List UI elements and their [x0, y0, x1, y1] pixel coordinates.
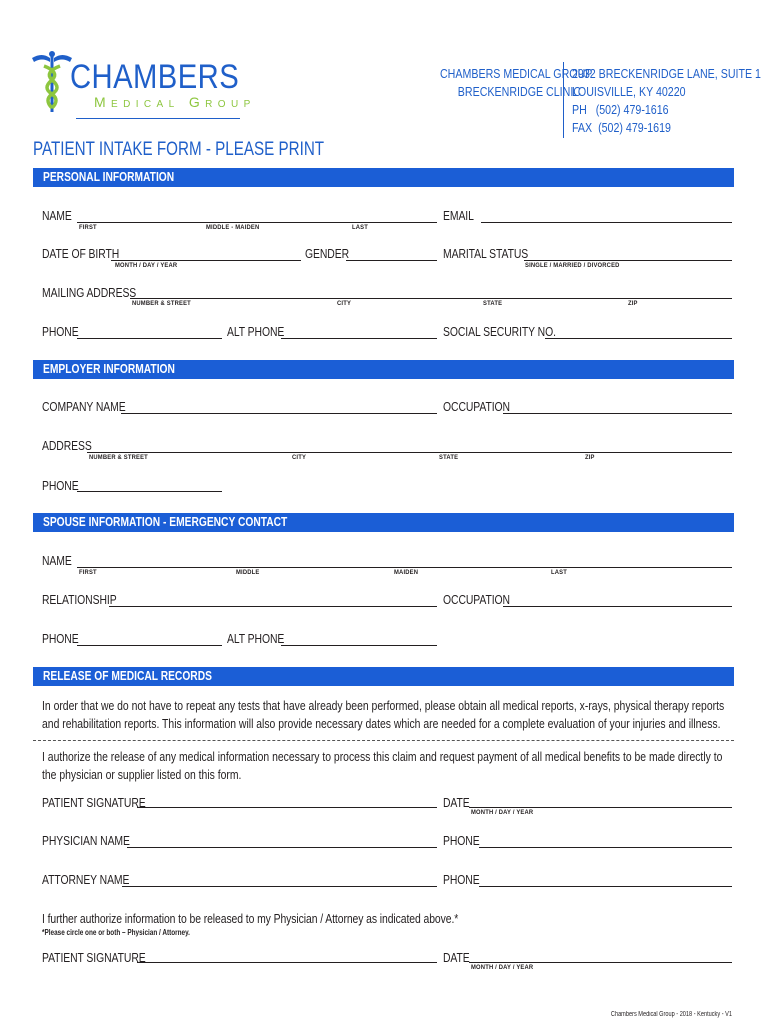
dob-label: DATE OF BIRTH [42, 246, 120, 261]
physician-name-field[interactable] [127, 847, 437, 848]
spouse-first-caption: FIRST [79, 569, 97, 576]
spouse-name-field[interactable] [77, 567, 732, 568]
employer-phone-label: PHONE [42, 478, 79, 493]
fax-number: FAX (502) 479-1619 [572, 120, 671, 135]
release-paragraph-2-line-2: the physician or supplier listed on this form. [42, 767, 242, 782]
relationship-field[interactable] [109, 606, 437, 607]
name-last-caption: LAST [352, 224, 369, 231]
phone-number: PH (502) 479-1616 [572, 102, 669, 117]
spouse-maiden-caption: MAIDEN [394, 569, 419, 576]
employer-city-caption: CITY [292, 454, 307, 461]
ssn-label: SOCIAL SECURITY NO. [443, 324, 556, 339]
release-paragraph-1-line-1: In order that we do not have to repeat any tests that have already been performed, please obtain all medical reports, x-rays, physical therapy reports [42, 698, 725, 713]
alt-phone-field[interactable] [281, 338, 437, 339]
employer-zip-caption: ZIP [585, 454, 595, 461]
date-2-label: DATE [443, 950, 470, 965]
logo [30, 48, 256, 120]
release-divider [33, 740, 734, 741]
alt-phone-label: ALT PHONE [227, 324, 285, 339]
spouse-name-label: NAME [42, 553, 72, 568]
marital-label: MARITAL STATUS [443, 246, 529, 261]
employer-address-label: ADDRESS [42, 438, 92, 453]
name-middle-caption: MIDDLE - MAIDEN [206, 224, 260, 231]
marital-field[interactable] [524, 260, 732, 261]
section-release: RELEASE OF MEDICAL RECORDS [33, 667, 734, 686]
name-field[interactable] [77, 222, 437, 223]
physician-phone-field[interactable] [479, 847, 732, 848]
release-paragraph-2 [42, 748, 722, 784]
spouse-alt-phone-label: ALT PHONE [227, 631, 285, 646]
caduceus-icon [30, 50, 74, 116]
marital-caption: SINGLE / MARRIED / DIVORCED [525, 262, 620, 269]
date-caption: MONTH / DAY / YEAR [471, 809, 534, 816]
release-paragraph-1 [42, 697, 724, 733]
patient-signature-2-label: PATIENT SIGNATURE [42, 950, 146, 965]
company-label: COMPANY NAME [42, 399, 126, 414]
mailing-state-caption: STATE [483, 300, 503, 307]
patient-signature-2-field[interactable] [137, 962, 437, 963]
employer-street-caption: NUMBER & STREET [89, 454, 148, 461]
employer-phone-field[interactable] [77, 491, 222, 492]
clinic-name-1: CHAMBERS MEDICAL GROUP [439, 66, 593, 81]
release-paragraph-1-line-2: and rehabilitation reports. This information will also provide necessary dates which are needed for a complete evaluation of your injuries and illness. [42, 716, 721, 731]
patient-signature-label: PATIENT SIGNATURE [42, 795, 146, 810]
physician-name-label: PHYSICIAN NAME [42, 833, 130, 848]
circle-note: *Please circle one or both – Physician / Attorney. [42, 928, 190, 937]
gender-field[interactable] [346, 260, 437, 261]
attorney-phone-field[interactable] [479, 886, 732, 887]
clinic-name-2: BRECKENRIDGE CLINIC [457, 84, 581, 99]
spouse-alt-phone-field[interactable] [281, 645, 437, 646]
form-title: PATIENT INTAKE FORM - PLEASE PRINT [33, 139, 325, 160]
header-divider [563, 62, 564, 138]
attorney-name-label: ATTORNEY NAME [42, 872, 130, 887]
spouse-last-caption: LAST [551, 569, 568, 576]
spouse-occupation-label: OCCUPATION [443, 592, 510, 607]
address-line-2: LOUISVILLE, KY 40220 [572, 84, 686, 99]
section-employer: EMPLOYER INFORMATION [33, 360, 734, 379]
section-personal: PERSONAL INFORMATION [33, 168, 734, 187]
logo-main: CHAMBERS [70, 58, 240, 96]
employer-address-field[interactable] [87, 452, 732, 453]
spouse-middle-caption: MIDDLE [236, 569, 260, 576]
attorney-phone-label: PHONE [443, 872, 480, 887]
date-2-caption: MONTH / DAY / YEAR [471, 964, 534, 971]
attorney-name-field[interactable] [122, 886, 437, 887]
spouse-phone-field[interactable] [77, 645, 222, 646]
physician-phone-label: PHONE [443, 833, 480, 848]
employer-state-caption: STATE [439, 454, 459, 461]
date-2-field[interactable] [469, 962, 732, 963]
mailing-field[interactable] [130, 298, 732, 299]
phone-field[interactable] [77, 338, 222, 339]
relationship-label: RELATIONSHIP [42, 592, 117, 607]
phone-label: PHONE [42, 324, 79, 339]
name-first-caption: FIRST [79, 224, 97, 231]
ssn-field[interactable] [545, 338, 732, 339]
address-line-1: 2932 BRECKENRIDGE LANE, SUITE 1 [572, 66, 761, 81]
mailing-zip-caption: ZIP [628, 300, 638, 307]
logo-sub: Medical Group [94, 94, 256, 110]
footer: Chambers Medical Group - 2018 - Kentucky - V1 [610, 1011, 732, 1018]
date-field[interactable] [469, 807, 732, 808]
occupation-field[interactable] [503, 413, 732, 414]
email-field[interactable] [481, 222, 732, 223]
occupation-label: OCCUPATION [443, 399, 510, 414]
spouse-phone-label: PHONE [42, 631, 79, 646]
further-authorization: I further authorize information to be released to my Physician / Attorney as indicated above.* [42, 911, 459, 926]
company-field[interactable] [121, 413, 437, 414]
section-spouse: SPOUSE INFORMATION - EMERGENCY CONTACT [33, 513, 734, 532]
patient-signature-field[interactable] [137, 807, 437, 808]
date-label: DATE [443, 795, 470, 810]
mailing-city-caption: CITY [337, 300, 352, 307]
gender-label: GENDER [305, 246, 350, 261]
name-label: NAME [42, 208, 72, 223]
mailing-label: MAILING ADDRESS [42, 285, 137, 300]
email-label: EMAIL [443, 208, 474, 223]
mailing-street-caption: NUMBER & STREET [132, 300, 191, 307]
spouse-occupation-field[interactable] [503, 606, 732, 607]
dob-caption: MONTH / DAY / YEAR [115, 262, 178, 269]
dob-field[interactable] [111, 260, 301, 261]
release-paragraph-2-line-1: I authorize the release of any medical information necessary to process this claim and request payment of all medical benefits to be made directly to [42, 749, 723, 764]
